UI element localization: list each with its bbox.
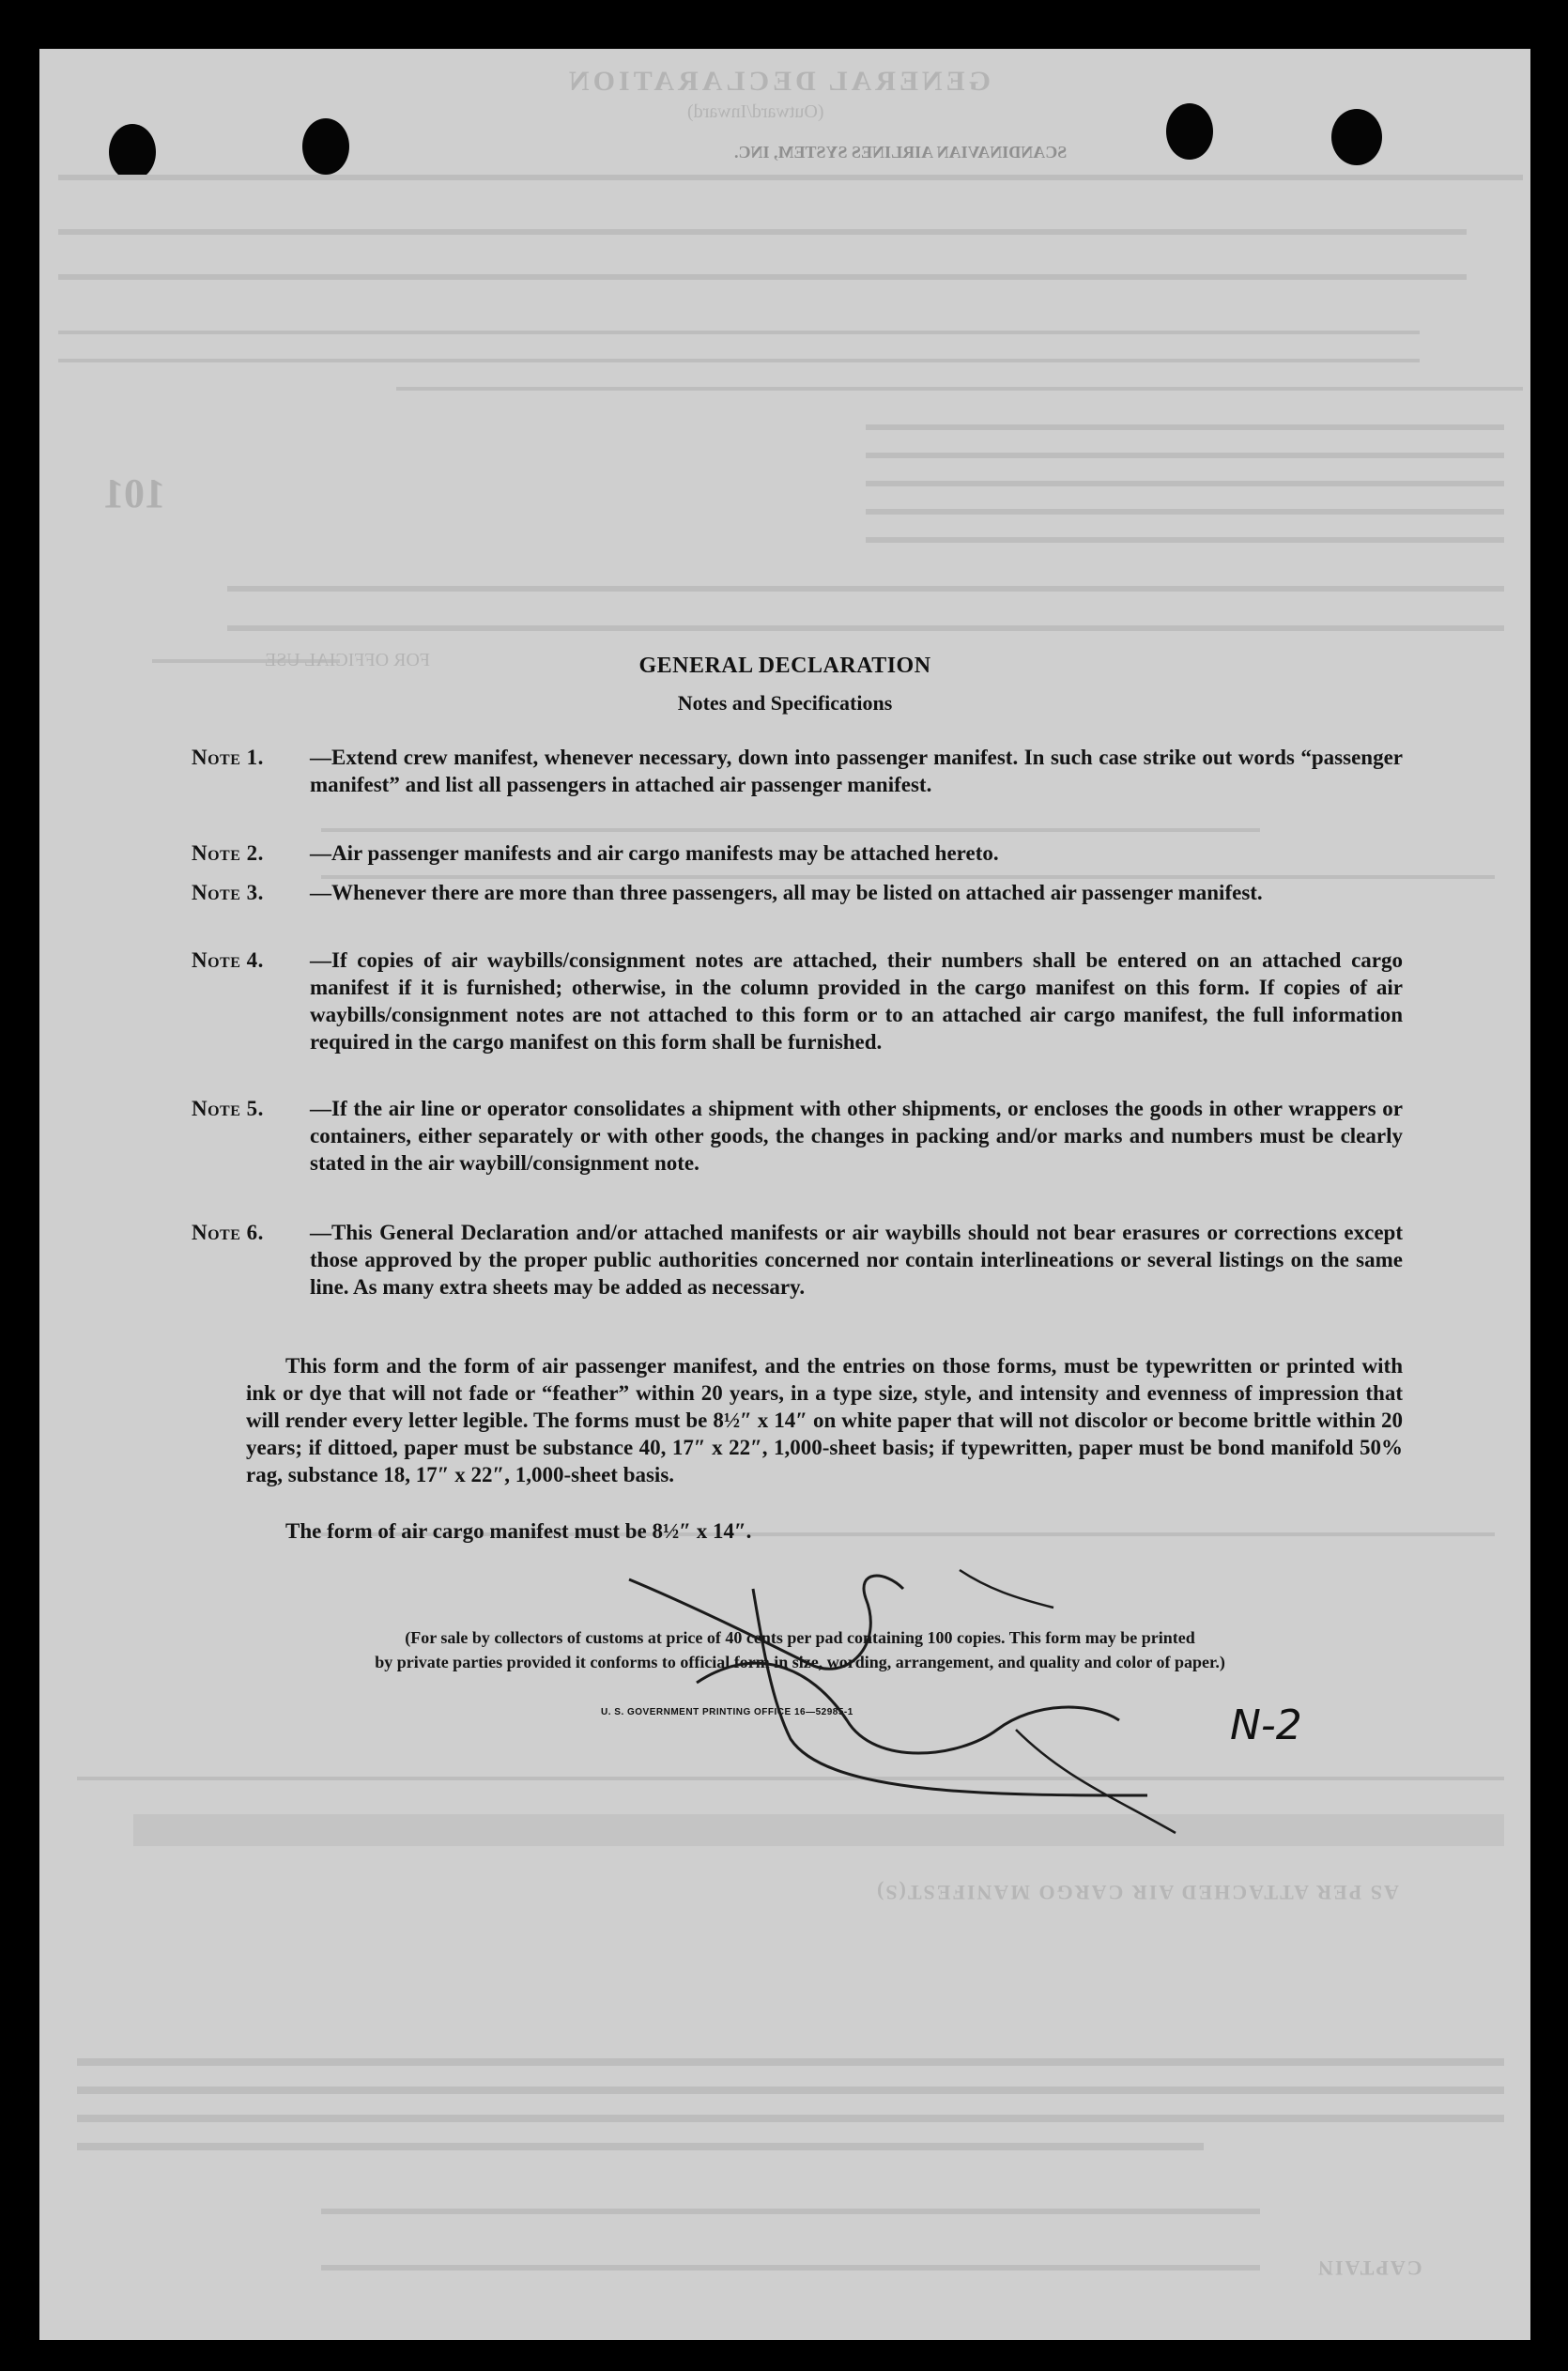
sale-notice-line-2: by private parties provided it conforms to official form in size, wording, arrangement, and quality and color of paper.): [375, 1653, 1225, 1671]
bleed-through-official-use: FOR OFFICIAL USE: [265, 650, 430, 670]
specification-text: This form and the form of air passenger manifest, and the entries on those forms, must be typewritten or printed with ink or dye that will not fade or “feather” within 20 years, in a type size, style, and intensity and evenness of impression that will render every letter legible. The forms must be 8½″ x 14″ on white paper that will not discolor or become brittle within 20 years; if dittoed, paper must be substance 40, 17″ x 22″, 1,000-sheet basis; if typewritten, paper must be bond manifold 50% rag, substance 18, 17″ x 22″, 1,000-sheet basis.: [246, 1354, 1403, 1486]
page-subtitle: Notes and Specifications: [677, 691, 893, 715]
bleed-through-subtitle: (Outward/Inward): [687, 101, 824, 122]
note-label: Note 3.: [192, 881, 264, 904]
bleed-through-stamp-number: 101: [103, 470, 165, 516]
cargo-manifest-size-text: The form of air cargo manifest must be 8½″ x 14″.: [285, 1519, 752, 1543]
note-label: Note 5.: [192, 1097, 264, 1120]
page-title: GENERAL DECLARATION: [638, 654, 931, 678]
note-text: —If copies of air waybills/consignment notes are attached, their numbers shall be entered on an attached cargo manifest if it is furnished; otherwise, in the column provided in the cargo manifest on this form. If copies of air waybills/consignment notes are not attached to this form or to an attached air cargo manifest, the full information required in the cargo manifest on this form shall be furnished.: [310, 948, 1403, 1054]
note-label: Note 4.: [192, 948, 264, 972]
printer-imprint: U. S. GOVERNMENT PRINTING OFFICE 16—52985-1: [601, 1707, 853, 1717]
sale-notice-line-1: (For sale by collectors of customs at price of 40 cents per pad containing 100 copies. This form may be printed: [405, 1628, 1195, 1647]
note-label: Note 2.: [192, 841, 264, 865]
note-text: —This General Declaration and/or attached manifests or air waybills should not bear erasures or corrections except those approved by the proper public authorities concerned nor contain interlineations or several listings on the same line. As many extra sheets may be added as necessary.: [310, 1221, 1403, 1299]
note-text: —If the air line or operator consolidates a shipment with other shipments, or encloses the goods in other wrappers or containers, either separately or with other goods, the changes in packing and/or marks and numbers must be clearly stated in the air waybill/consignment note.: [310, 1097, 1403, 1175]
document-page: [39, 49, 1530, 2340]
note-text: —Air passenger manifests and air cargo manifests may be attached hereto.: [310, 841, 999, 865]
note-text: —Extend crew manifest, whenever necessary, down into passenger manifest. In such case strike out words “passenger manifest” and list all passengers in attached air passenger manifest.: [310, 746, 1403, 796]
handwritten-signature: [39, 49, 1530, 2340]
bleed-through-title: GENERAL DECLARATION: [565, 66, 992, 97]
handwritten-mark: N-2: [1230, 1701, 1302, 1749]
note-label: Note 1.: [192, 746, 264, 769]
note-text: —Whenever there are more than three passengers, all may be listed on attached air passenger manifest.: [310, 881, 1263, 904]
bleed-through-captain: CAPTAIN: [1316, 2256, 1422, 2280]
bleed-through-cargo-header: AS PER ATTACHED AIR CARGO MANIFEST(S): [875, 1881, 1399, 1904]
bleed-through-airline: SCANDINAVIAN AIRLINES SYSTEM, INC.: [734, 143, 1068, 162]
note-label: Note 6.: [192, 1221, 264, 1244]
